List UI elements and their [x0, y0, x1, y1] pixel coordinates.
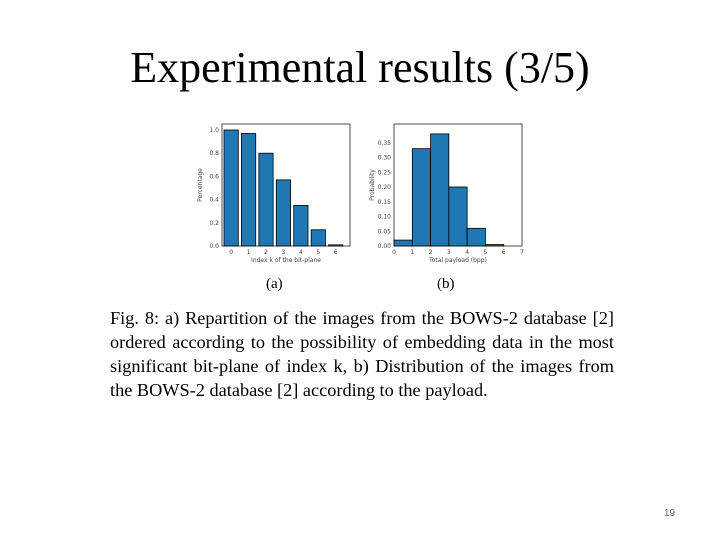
chart-a-bar: [259, 153, 273, 246]
chart-a-svg: [196, 120, 356, 264]
chart-a: [196, 120, 356, 264]
chart-b-xtick: 5: [483, 249, 488, 256]
chart-b-ytick: 0.35: [377, 139, 391, 147]
chart-b-bar: [467, 228, 485, 246]
chart-a-ytick: 0.4: [209, 196, 219, 204]
chart-a-bar: [224, 130, 238, 246]
chart-a-ytick: 0.8: [209, 150, 219, 158]
page-number: 19: [664, 508, 676, 519]
chart-b-bar: [431, 134, 449, 246]
chart-a-bar: [329, 245, 343, 246]
chart-b-ytick: 0.10: [377, 213, 391, 221]
chart-a-bar: [311, 230, 325, 246]
chart-a-ytick: 1.0: [209, 127, 219, 134]
figure-caption: Fig. 8: a) Repartition of the images from the BOWS-2 database [2] ordered according to the possibility of embedding data in the most significant bit-plane of index k, b) Distribution of the images from the BOWS-2 database [2] according to the payload.: [110, 308, 614, 400]
chart-b-xlabel: Total payload (bpp): [429, 257, 487, 264]
chart-a-xtick: 0: [229, 249, 234, 256]
chart-b-ytick: 0.20: [377, 184, 391, 191]
chart-a-bar: [294, 205, 308, 246]
chart-b-xtick: 0: [392, 249, 396, 256]
chart-b-xtick: 7: [520, 249, 524, 256]
chart-b-ylabel: Probability: [369, 169, 376, 201]
chart-a-xtick: 6: [333, 249, 338, 256]
sublabel-a: (a): [266, 276, 283, 292]
chart-b-ytick: 0.25: [377, 169, 391, 177]
chart-b: [368, 120, 528, 264]
chart-b-ytick: 0.30: [377, 154, 391, 162]
chart-b-bar: [394, 240, 412, 246]
chart-b-xtick: 2: [428, 249, 433, 256]
chart-b-bar: [412, 149, 430, 246]
chart-a-bar: [276, 180, 290, 246]
chart-a-bar: [241, 133, 255, 246]
chart-b-xtick: 4: [465, 249, 470, 256]
chart-b-xtick: 1: [410, 249, 415, 256]
chart-a-xlabel: Index k of the bit-plane: [251, 257, 321, 264]
chart-a-xtick: 1: [246, 249, 251, 256]
chart-b-xtick: 6: [501, 249, 506, 256]
chart-b-bar: [485, 245, 503, 246]
chart-b-svg: [368, 120, 528, 264]
chart-a-xtick: 3: [281, 249, 286, 256]
slide-title: Experimental results (3/5): [130, 43, 590, 92]
chart-a-xtick: 5: [316, 249, 321, 256]
chart-b-bar: [449, 187, 467, 246]
chart-a-xtick: 4: [298, 249, 303, 256]
chart-a-ytick: 0.0: [209, 243, 219, 250]
chart-b-ytick: 0.15: [377, 198, 391, 206]
chart-a-ytick: 0.2: [209, 219, 219, 227]
chart-a-xtick: 2: [264, 249, 268, 256]
chart-b-ytick: 0.05: [377, 228, 391, 236]
sublabel-b: (b): [437, 276, 455, 292]
chart-a-ylabel: Percentage: [197, 168, 204, 202]
chart-b-xtick: 3: [446, 249, 451, 256]
chart-a-ytick: 0.6: [209, 173, 219, 181]
chart-b-ytick: 0.00: [377, 243, 391, 250]
